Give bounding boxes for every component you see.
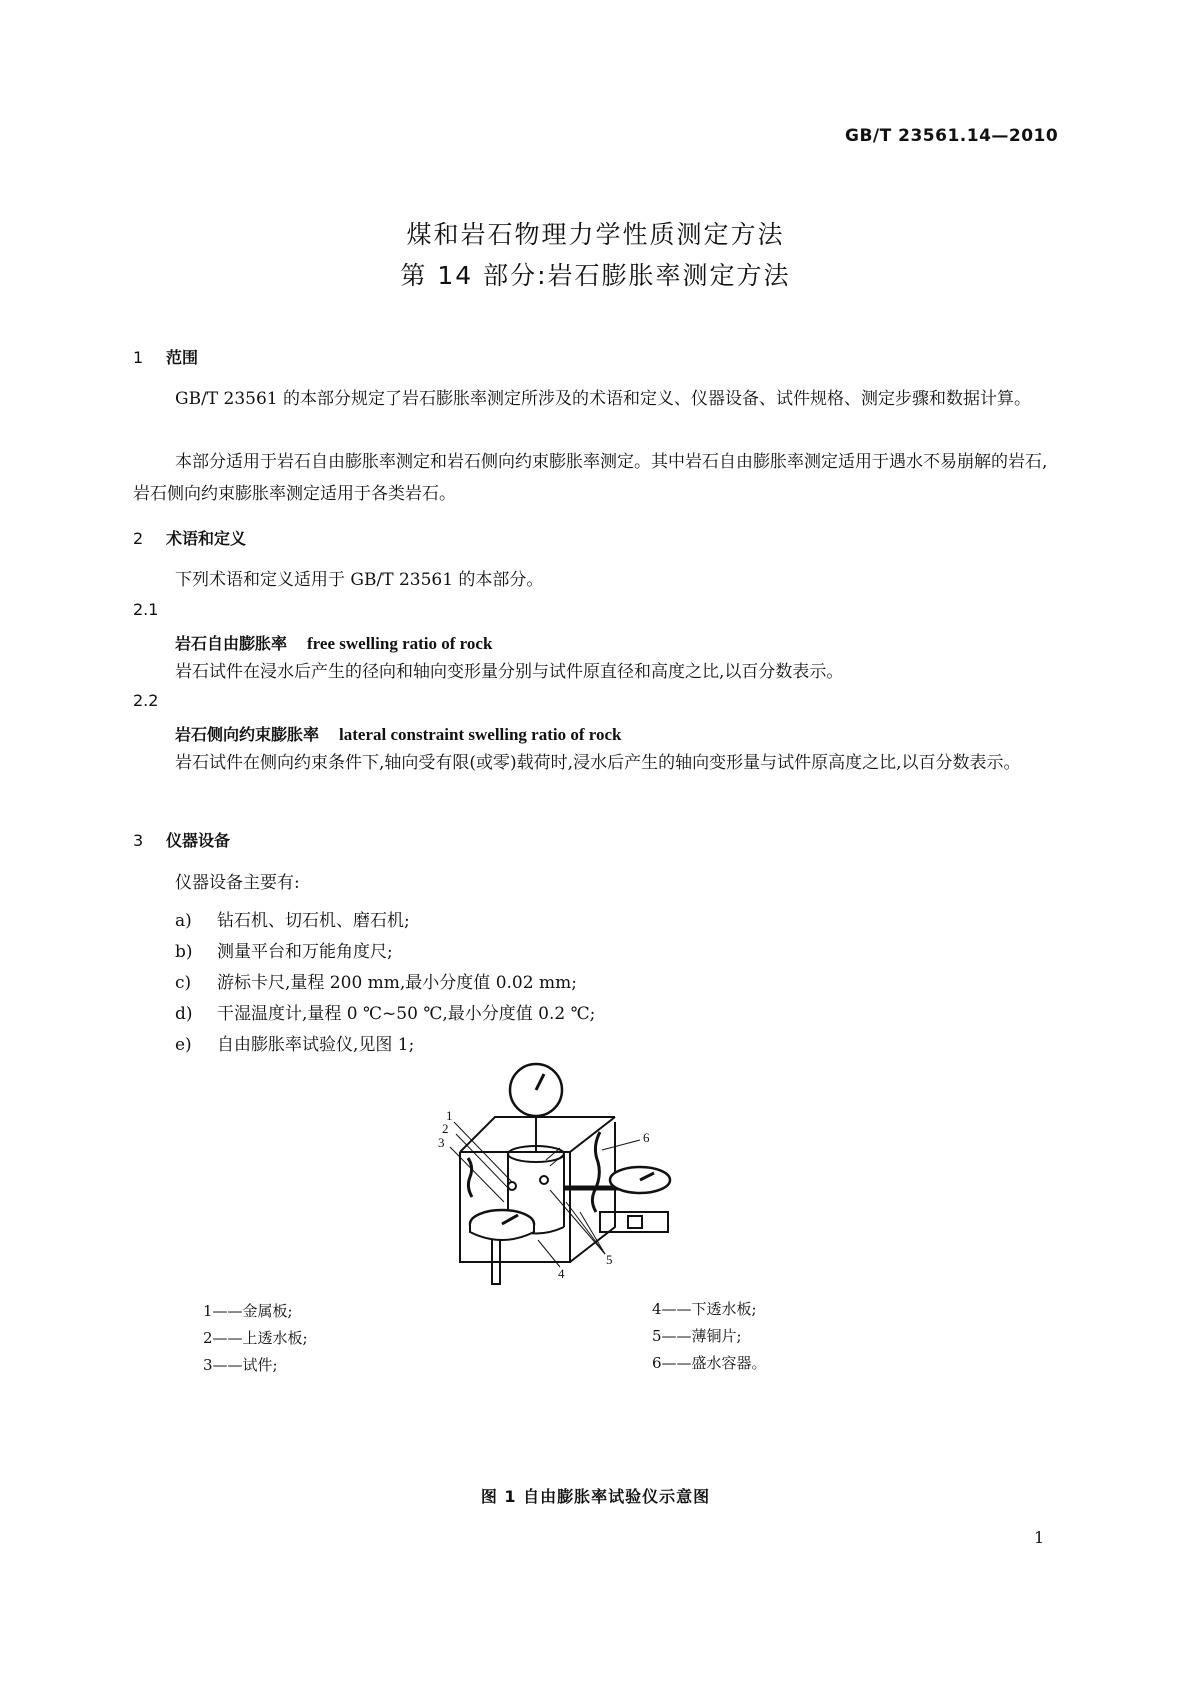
callout-1: 1 [446, 1108, 453, 1123]
standard-number: GB/T 23561.14—2010 [845, 126, 1059, 146]
clause-number: 2.2 [133, 691, 159, 710]
section-2-heading [133, 526, 246, 549]
section-number: 3 [133, 831, 144, 850]
list-item [175, 999, 595, 1024]
top-dial-gauge-icon [510, 1064, 562, 1116]
list-text: 钻石机、切石机、磨石机; [217, 911, 410, 931]
section-title: 术语和定义 [166, 529, 247, 548]
term-zh: 岩石自由膨胀率 [175, 634, 288, 653]
list-item [175, 937, 393, 962]
figure-key-item: 4——下透水板; [652, 1300, 757, 1318]
section-1-paragraph-2: 本部分适用于岩石自由膨胀率测定和岩石侧向约束膨胀率测定。其中岩石自由膨胀率测定适用于遇水不易崩解的岩石,岩石侧向约束膨胀率测定适用于各类岩石。 [133, 452, 1048, 504]
callout-4: 4 [558, 1266, 565, 1281]
figure-key-item: 3——试件; [203, 1356, 278, 1374]
figure-key-item: 6——盛水容器。 [652, 1354, 767, 1372]
callout-3: 3 [438, 1135, 445, 1150]
callout-6: 6 [643, 1130, 650, 1145]
list-text: 干湿温度计,量程 0 ℃~50 ℃,最小分度值 0.2 ℃; [217, 1004, 596, 1024]
list-label: c) [175, 973, 192, 993]
list-item [175, 1030, 414, 1055]
document-title-line2: 第 14 部分:岩石膨胀率测定方法 [400, 261, 791, 290]
callout-5: 5 [606, 1252, 613, 1267]
document-title-line1: 煤和岩石物理力学性质测定方法 [406, 220, 785, 249]
section-3-intro: 仪器设备主要有: [175, 873, 300, 893]
list-label: b) [175, 942, 193, 962]
swelling-test-apparatus-figure [440, 1062, 700, 1292]
list-text: 游标卡尺,量程 200 mm,最小分度值 0.02 mm; [217, 973, 577, 993]
list-item [175, 968, 577, 993]
section-2-intro: 下列术语和定义适用于 GB/T 23561 的本部分。 [175, 570, 544, 590]
figure-key-item: 2——上透水板; [203, 1329, 308, 1347]
page-number: 1 [1034, 1528, 1045, 1547]
term-definition: 岩石试件在侧向约束条件下,轴向受有限(或零)载荷时,浸水后产生的轴向变形量与试件原高度之比,以百分数表示。 [175, 753, 1021, 773]
list-item [175, 906, 410, 931]
section-1-heading [133, 345, 198, 368]
term-en: free swelling ratio of rock [307, 634, 493, 653]
term-heading [175, 631, 492, 654]
section-title: 仪器设备 [166, 831, 231, 850]
section-3-heading [133, 828, 230, 851]
term-en: lateral constraint swelling ratio of rock [339, 725, 622, 744]
list-label: d) [175, 1004, 193, 1024]
front-dial-gauge-icon [470, 1210, 534, 1240]
figure-caption: 图 1 自由膨胀率试验仪示意图 [480, 1487, 711, 1506]
section-number: 1 [133, 348, 144, 367]
clause-number: 2.1 [133, 600, 159, 619]
list-text: 测量平台和万能角度尺; [217, 942, 393, 962]
section-1-paragraph-1: GB/T 23561 的本部分规定了岩石膨胀率测定所涉及的术语和定义、仪器设备、试件规格、测定步骤和数据计算。 [175, 389, 1032, 409]
list-label: a) [175, 911, 192, 931]
figure-key-item: 5——薄铜片; [652, 1327, 742, 1345]
term-definition: 岩石试件在浸水后产生的径向和轴向变形量分别与试件原直径和高度之比,以百分数表示。 [175, 662, 844, 682]
term-zh: 岩石侧向约束膨胀率 [175, 725, 320, 744]
right-dial-gauge-icon [610, 1167, 670, 1193]
section-number: 2 [133, 529, 144, 548]
list-text: 自由膨胀率试验仪,见图 1; [217, 1035, 415, 1055]
callout-2: 2 [442, 1121, 449, 1136]
section-title: 范围 [166, 348, 199, 367]
term-heading [175, 722, 622, 745]
list-label: e) [175, 1035, 192, 1055]
figure-key-item: 1——金属板; [203, 1302, 293, 1320]
